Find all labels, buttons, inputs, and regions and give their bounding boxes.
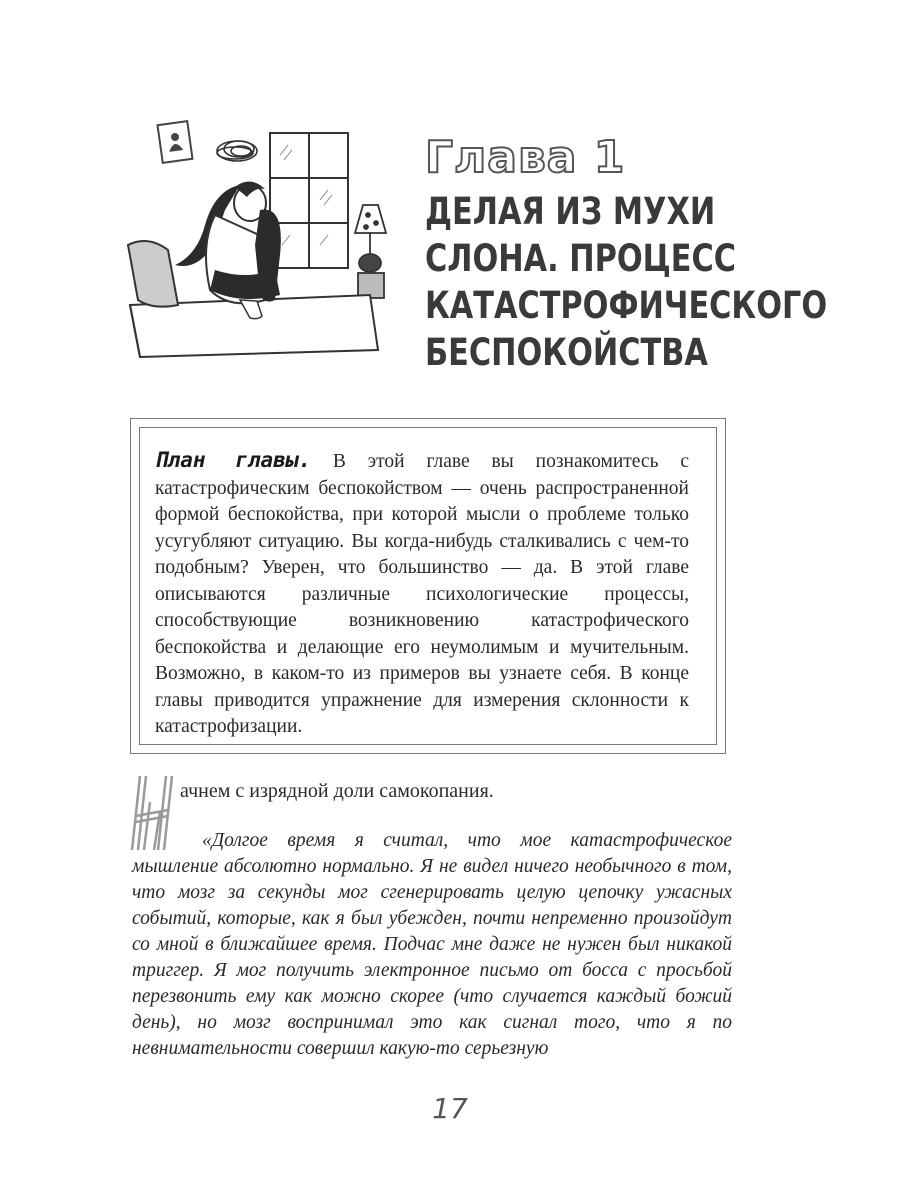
- chapter-title-line: КАТАСТРОФИЧЕСКОГО: [425, 284, 828, 327]
- pillow: [128, 241, 178, 307]
- chapter-plan-body: В этой главе вы познакомитесь с катастрофическим беспокойством — очень распространенной формой беспокойства, при которой мысли о проблеме только усугубляют ситуацию. Вы когда-нибудь сталкивались с чем-то подобным? Уверен, что большинство — да. В этой главе описываются различные психологические процессы, способствующие возникновению катастрофического беспокойства и делающие его неумолимым и мучительным. Возможно, в каком-то из примеров вы узнаете себя. В конце главы приводится упражнение для измерения склонности к катастрофизации.: [155, 451, 689, 737]
- chapter-illustration: [120, 105, 410, 370]
- chapter-plan-label: План главы.: [155, 448, 312, 472]
- anxiety-scribble-icon: [217, 141, 257, 161]
- quote-paragraph: «Долгое время я считал, что мое катастрофическое мышление абсолютно нормально. Я не видел ничего необычного в том, что мозг за секунды мог сгенерировать целую цепочку ужасных событий, которые, как я был убежден, почти непременно произойдут со мной в ближайшее время. Подчас мне даже не нужен был никакой триггер. Я мог получить электронное письмо от босса с просьбой перезвонить ему как можно скорее (что случается каждый божий день), но мозг воспринимал это как сигнал того, что я по невнимательности совершил какую-то серьезную: [132, 830, 732, 1059]
- lamp-icon: [355, 205, 386, 298]
- woman-figure: [175, 181, 281, 318]
- dropcap-text: Н: [128, 759, 140, 776]
- chapter-plan-text: [155, 447, 689, 741]
- chapter-label: Глава 1: [425, 132, 626, 183]
- chapter-title-line: СЛОНА. ПРОЦЕСС: [425, 237, 737, 280]
- window-icon: [270, 133, 348, 268]
- page-number: 17: [432, 1092, 468, 1125]
- chapter-title-line: ДЕЛАЯ ИЗ МУХИ: [425, 190, 716, 233]
- lead-paragraph: ачнем с изрядной доли самокопания.: [180, 780, 494, 802]
- chapter-title-line: БЕСПОКОЙСТВА: [425, 331, 708, 374]
- chapter-title: [425, 188, 828, 376]
- wall-picture-icon: [158, 121, 193, 163]
- chapter-plan-box: [130, 418, 726, 754]
